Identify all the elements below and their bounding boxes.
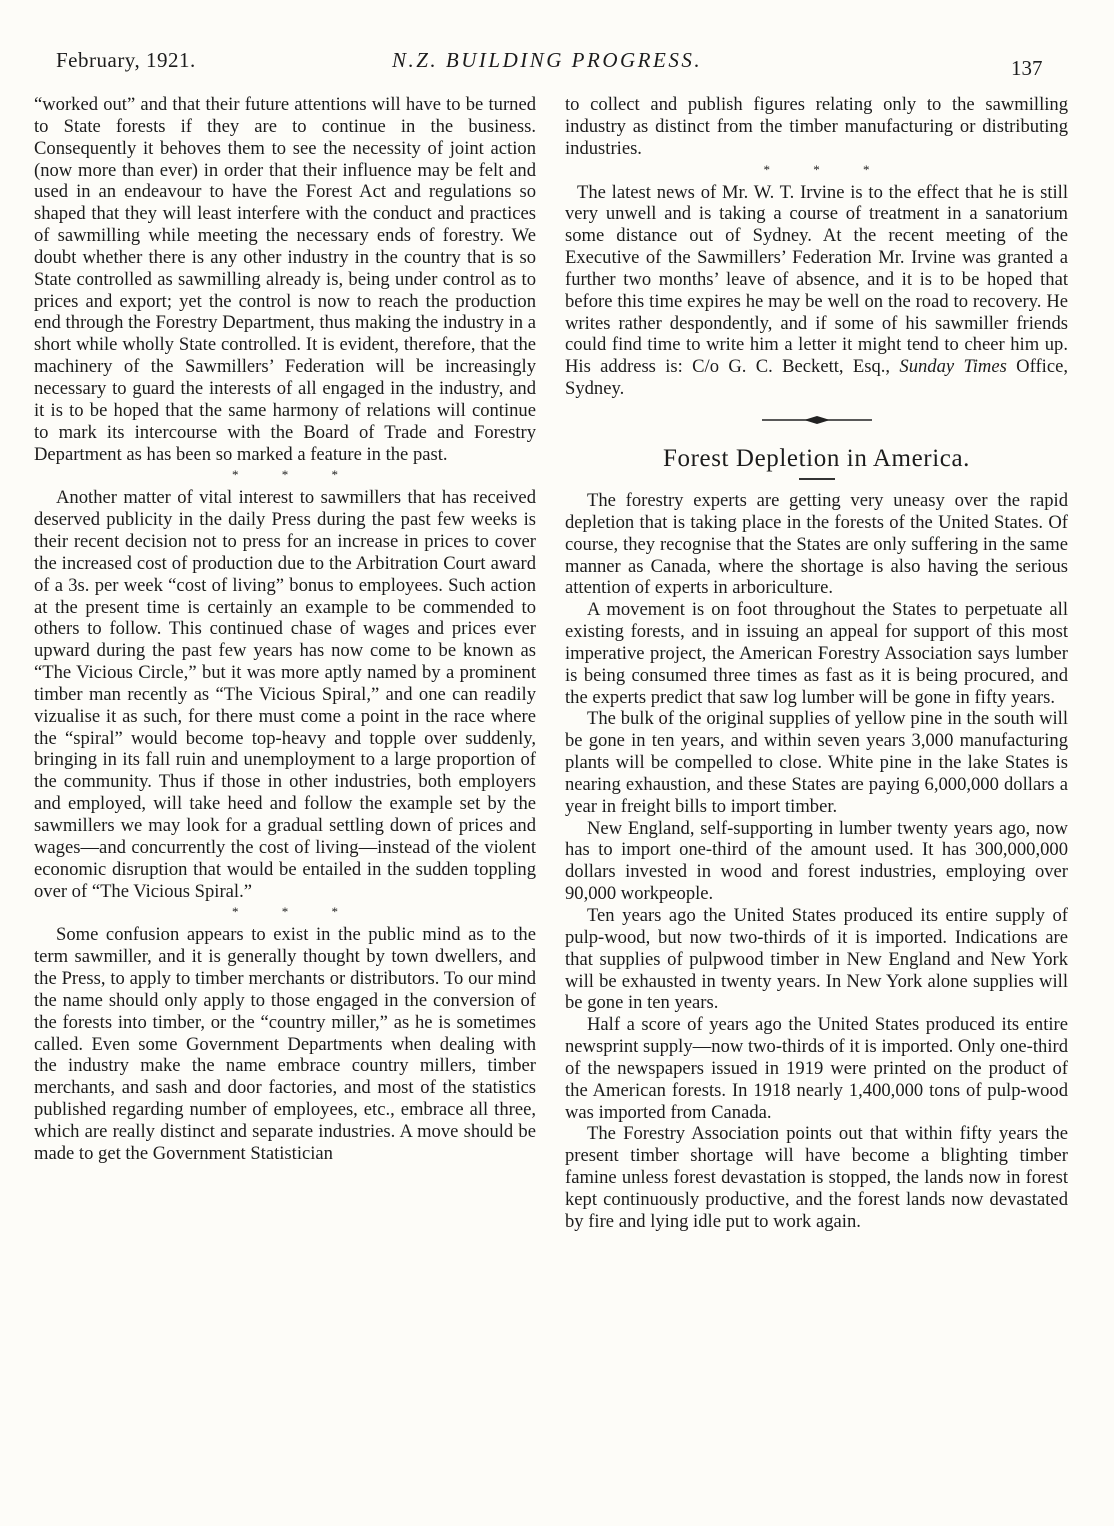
article-paragraph: Half a score of years ago the United States produced its entire newsprint supply—now two-thirds of it is imported. Only one-third of the newspapers issued in 1919 were printed on the product of the American forests. In 1918 nearly 1,400,000 tons of pulp-wood was imported from Canada.	[565, 1014, 1068, 1123]
title-rule	[799, 478, 835, 480]
right-column	[565, 94, 1068, 1233]
issue-date: February, 1921.	[56, 48, 196, 72]
newspaper-name: Sunday Times	[899, 356, 1007, 378]
section-separator: * * *	[763, 161, 870, 177]
paragraph: “worked out” and that their future attentions will have to be turned to State forests if they are to continue in the business. Consequently it behoves them to see the necessity of joint action (now more than ever) in order that their influence may be felt and used in an endeavour to have the Forest Act and regulations so shaped that they will least interfere with the conduct and practices of sawmilling while meeting the necessary ends of forestry. We doubt whether there is any other industry in the country that is so State controlled as sawmilling already is, being under control as to prices and export; yet the control is now to reach the production end through the Forestry Department, thus making the industry in a short while wholly State controlled. It is evident, therefore, that the machinery of the Sawmillers’ Federation will be increasingly necessary to guard the interests of all engaged in the industry, and it is to be hoped that the same harmony of relations will continue to mark its intercourse with the Board of Trade and Forestry Department as has been so marked a feature in the past.	[34, 94, 536, 465]
article-paragraph: A movement is on foot throughout the States to perpetuate all existing forests, and in issuing an appeal for support of this most imperative project, the American Forestry Association says lumber is being consumed three times as fast as it is being procured, and the experts predict that saw log lumber will be gone in fifty years.	[565, 599, 1068, 708]
journal-title: N.Z. BUILDING PROGRESS.	[392, 48, 703, 72]
irvine-text-end: Office, Sydney.	[565, 356, 1068, 400]
article-paragraph: The forestry experts are getting very uneasy over the rapid depletion that is taking place in the forests of the United States. Of course, they recognise that the States are only suffering in the same manner as Canada, where the shortage is also having the serious attention of experts in arboriculture.	[565, 489, 1068, 599]
running-header	[0, 38, 1114, 78]
left-column	[34, 94, 536, 1165]
article-body	[565, 490, 1068, 1233]
paragraph: Another matter of vital interest to sawmillers that has received deserved publicity in the daily Press during the past few weeks is their recent decision not to press for an increase in prices to cover the increased cost of production due to the Arbitration Court award of a 3s. per week “cost of living” bonus to employees. Such action at the present time is certainly an example to be commended to others to follow. This continued chase of wages and prices ever upward during the past few years has now come to be known as “The Vicious Circle,” but it was more aptly named by a prominent timber man recently as “The Vicious Spiral,” and one can readily vizualise it as such, for there must come a point in the race where the “spiral” would become top-heavy and topple over suddenly, bringing in its fall ruin and unemployment to a large proportion of the community. Thus if those in other industries, both employers and employed, will take heed and follow the example set by the sawmillers we may look for a gradual settling down of prices and wages—and concurrently the cost of living—instead of the violent economic disruption that would be entailed in the sudden toppling over of “The Vicious Spiral.”	[34, 487, 536, 902]
paragraph	[565, 182, 1068, 400]
page-number: 137	[1011, 56, 1043, 80]
paragraph: Some confusion appears to exist in the public mind as to the term sawmiller, and it is generally thought by town dwellers, and the Press, to apply to timber merchants or distributors. To our mind the name should only apply to those engaged in the conversion of the forests into timber, or the “country miller,” as he is sometimes called. Even some Government Departments when dealing with the industry make the name embrace country millers, timber merchants, and sash and door factories, and most of the statistics published regarding number of employees, etc., embrace all three, which are really distinct and separate industries. A move should be made to get the Government Statistician	[34, 924, 536, 1164]
article-paragraph: The Forestry Association points out that within fifty years the present timber shortage will have become a blighting timber famine unless forest devastation is stopped, the lands now in forest kept continuously productive, and the forest lands now devastated by fire and lying idle put to work again.	[565, 1123, 1068, 1232]
article-paragraph: New England, self-supporting in lumber twenty years ago, now has to import one-third of the amount used. It has 300,000,000 dollars invested in wood and forest industries, employing over 90,000 workpeople.	[565, 817, 1068, 905]
ornamental-divider	[565, 402, 1068, 438]
section-separator: * * *	[232, 467, 338, 483]
section-separator: * * *	[232, 904, 338, 920]
article-paragraph: Ten years ago the United States produced its entire supply of pulp-wood, but now two-thirds of it is imported. Indications are that supplies of pulpwood timber in New England and New York will be exhausted in twenty years. In New York alone supplies will be gone in ten years.	[565, 905, 1068, 1014]
article-title: Forest Depletion in America.	[662, 444, 970, 472]
article-paragraph: The bulk of the original supplies of yellow pine in the south will be gone in ten years, and within seven years 3,000 manufacturing plants will be compelled to close. White pine in the lake States is nearing exhaustion, and these States are paying 6,000,000 dollars a year in freight bills to import timber.	[565, 708, 1068, 817]
paragraph: to collect and publish figures relating only to the sawmilling industry as distinct from the timber manufacturing or distributing industries.	[565, 94, 1068, 159]
irvine-text: The latest news of Mr. W. T. Irvine is to the effect that he is still very unwell and is taking a course of treatment in a sanatorium some distance out of Sydney. At the recent meeting of the Executive of the Sawmillers’ Federation Mr. Irvine was granted a further two months’ leave of absence, and it is to be hoped that before this time expires he may be well on the road to recovery. He writes rather despondently, and if some of his sawmiller friends could find time to write him a letter it might tend to cheer him up. His address is: C/o G. C. Beckett, Esq.,	[565, 181, 1068, 378]
divider-ornament	[762, 415, 872, 425]
